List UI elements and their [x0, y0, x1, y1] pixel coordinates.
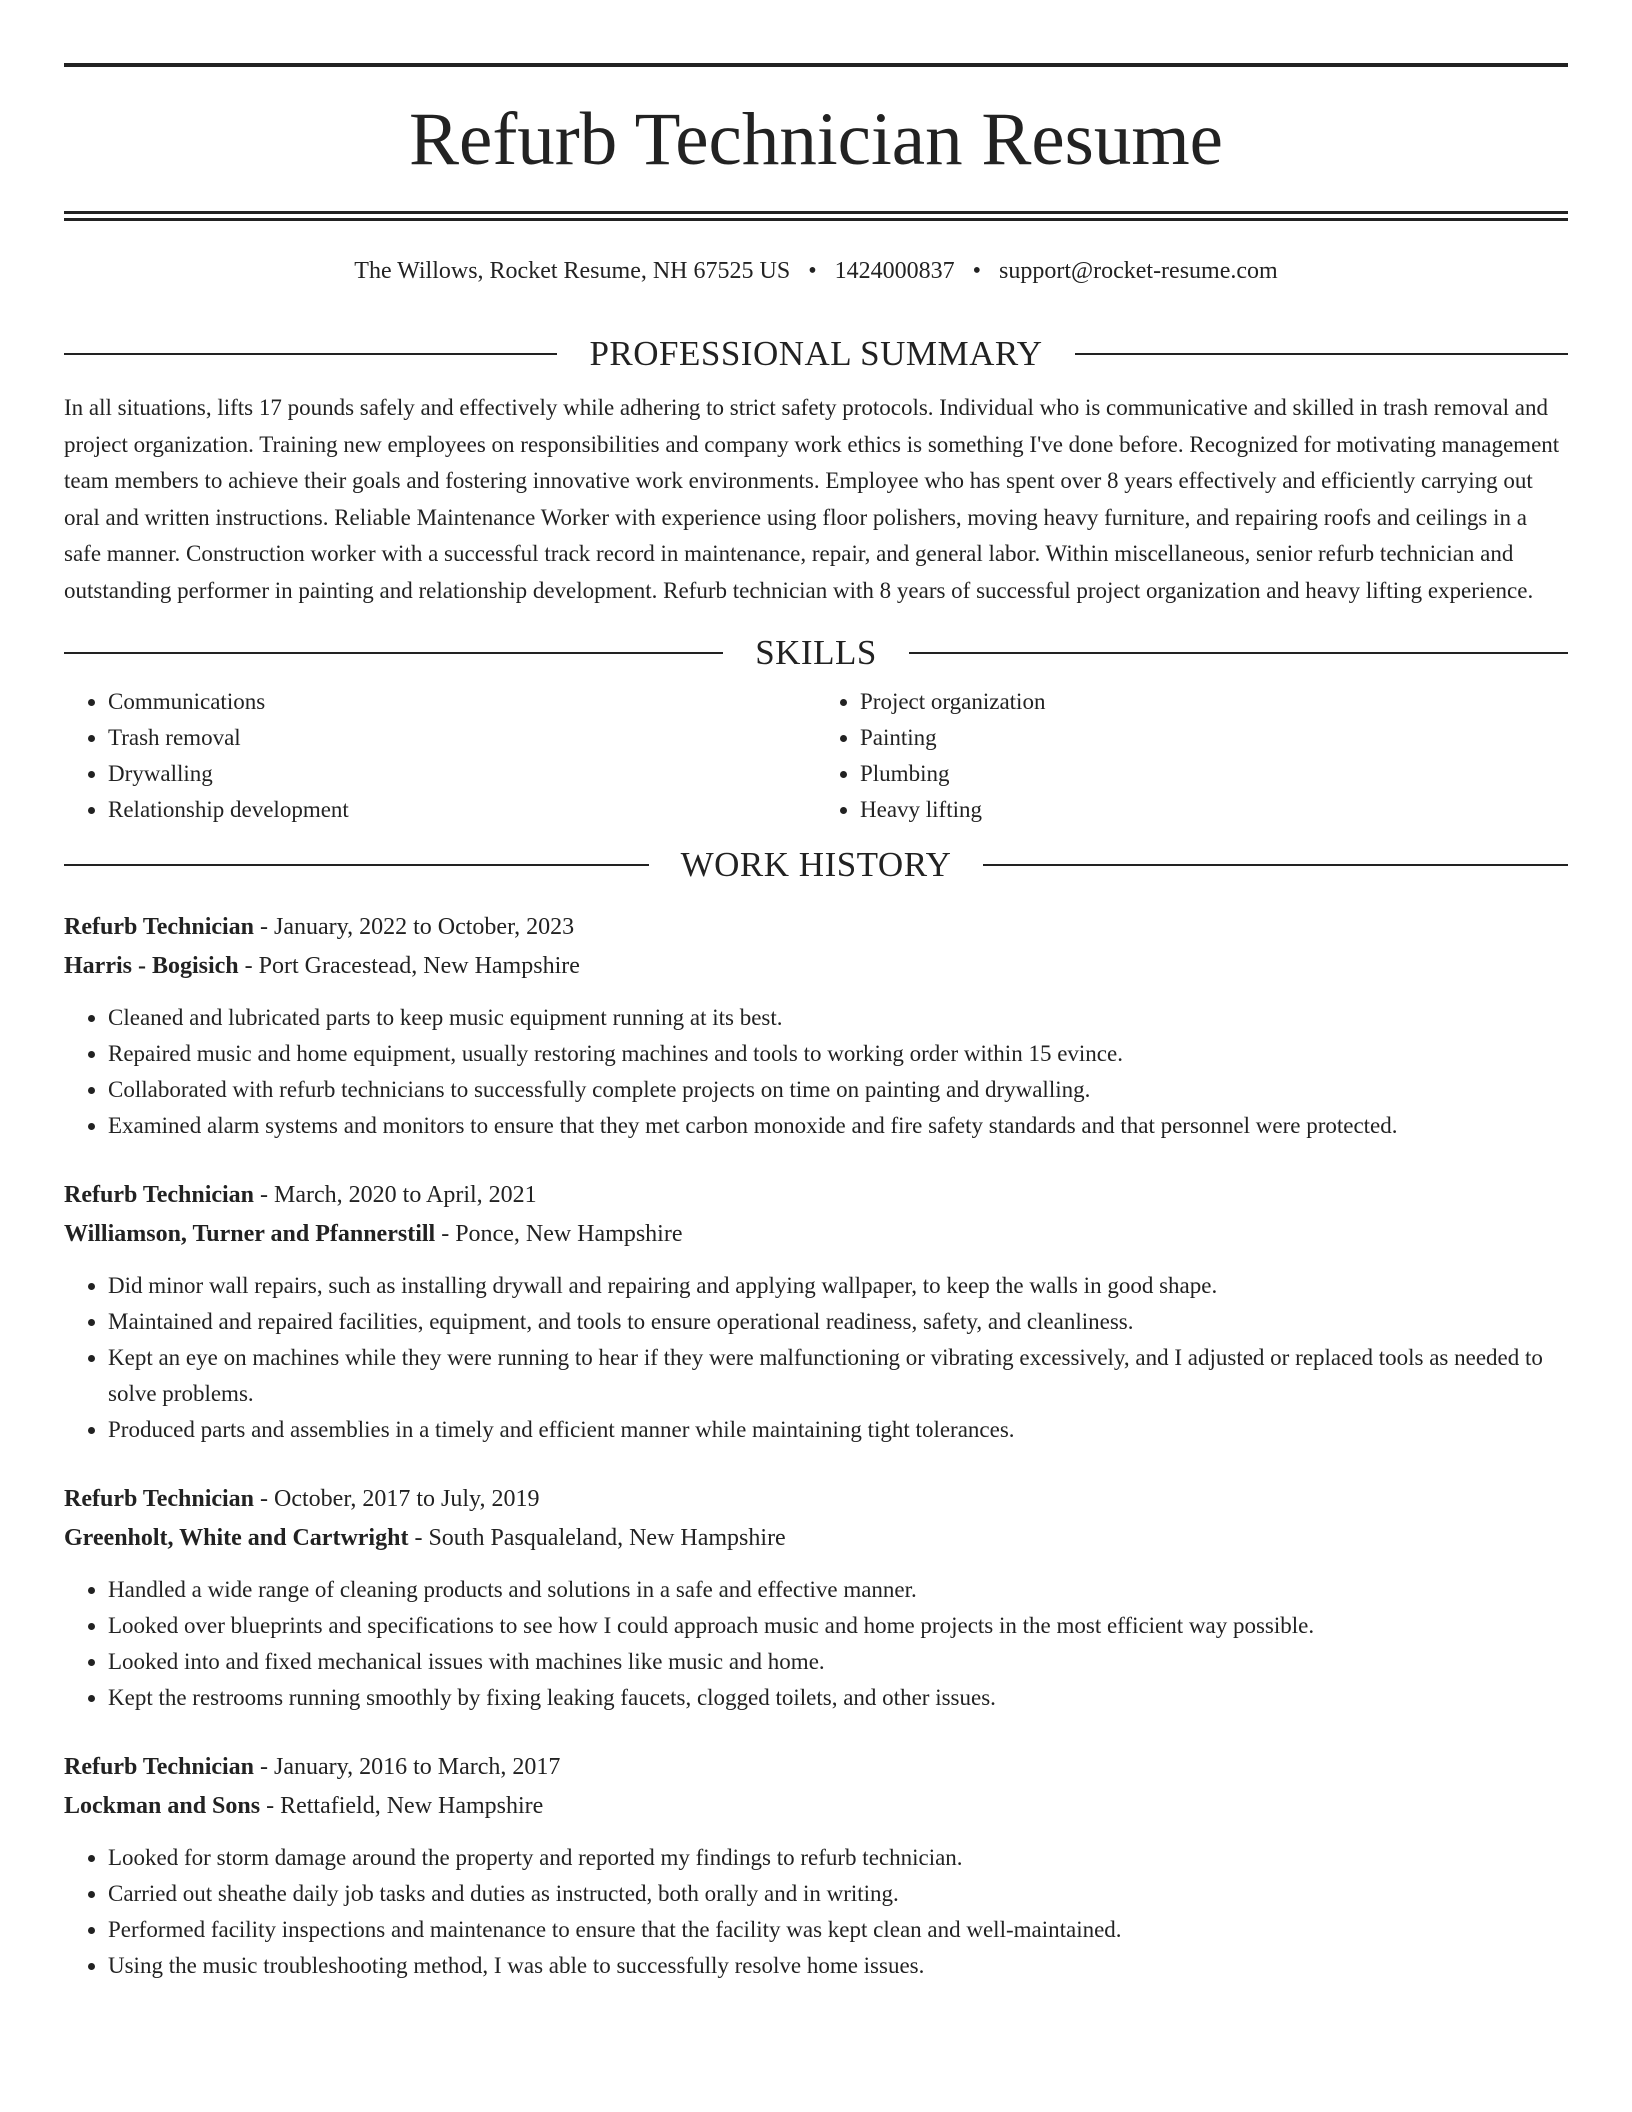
work-section-header: [64, 843, 1568, 887]
job-bullet: • Did minor wall repairs, such as installing drywall and repairing and applying wallpaper, to keep the walls in good shape.: [108, 1268, 1568, 1304]
dash-separator: -: [254, 1486, 275, 1512]
contact-line: [64, 256, 1568, 286]
skills-list: [64, 684, 1568, 828]
job-bullet: • Collaborated with refurb technicians to successfully complete projects on time on painting and drywalling.: [108, 1072, 1568, 1108]
contact-address: The Willows, Rocket Resume, NH 67525 US: [354, 258, 791, 284]
job-title-line: [64, 1480, 1568, 1519]
skill-item: • Project organization: [860, 684, 1568, 720]
job-company: Harris - Bogisich: [64, 953, 239, 979]
skill-item: • Drywalling: [108, 756, 816, 792]
job-location: South Pasqualeland, New Hampshire: [428, 1525, 786, 1551]
skill-item: • Heavy lifting: [860, 792, 1568, 828]
job-company-line: [64, 1787, 1568, 1826]
job-entry: [64, 908, 1568, 1144]
job-company: Lockman and Sons: [64, 1793, 261, 1819]
job-title-line: [64, 908, 1568, 947]
job-company: Williamson, Turner and Pfannerstill: [64, 1221, 436, 1247]
section-rule: [64, 652, 723, 654]
dash-separator: -: [254, 1754, 275, 1780]
job-entry: [64, 1748, 1568, 1984]
section-rule: [983, 864, 1568, 866]
job-title: Refurb Technician: [64, 1182, 255, 1208]
skill-item: • Relationship development: [108, 792, 816, 828]
job-title-line: [64, 1748, 1568, 1787]
job-bullet: • Kept the restrooms running smoothly by fixing leaking faucets, clogged toilets, and other issues.: [108, 1680, 1568, 1716]
job-company-line: [64, 947, 1568, 986]
job-entry: [64, 1480, 1568, 1716]
job-title: Refurb Technician: [64, 1486, 255, 1512]
dash-separator: -: [260, 1793, 281, 1819]
job-bullet: • Performed facility inspections and maintenance to ensure that the facility was kept clean and well-maintained.: [108, 1912, 1568, 1948]
job-bullet: • Using the music troubleshooting method, I was able to successfully resolve home issues.: [108, 1948, 1568, 1984]
job-bullets: [64, 1000, 1568, 1144]
job-bullet: • Handled a wide range of cleaning products and solutions in a safe and effective manner.: [108, 1572, 1568, 1608]
contact-phone: 1424000837: [834, 258, 955, 284]
job-company-line: [64, 1215, 1568, 1254]
skills-heading: SKILLS: [755, 633, 877, 672]
job-dates: March, 2020 to April, 2021: [274, 1182, 537, 1208]
job-title: Refurb Technician: [64, 1754, 255, 1780]
job-bullet: • Looked into and fixed mechanical issues with machines like music and home.: [108, 1644, 1568, 1680]
section-rule: [909, 652, 1568, 654]
skills-column-right: [816, 684, 1568, 828]
job-company-line: [64, 1519, 1568, 1558]
skill-item: • Communications: [108, 684, 816, 720]
job-bullets: [64, 1268, 1568, 1448]
skill-item: • Plumbing: [860, 756, 1568, 792]
job-bullet: • Looked for storm damage around the property and reported my findings to refurb technician.: [108, 1840, 1568, 1876]
job-bullet: • Maintained and repaired facilities, equipment, and tools to ensure operational readiness, safety, and cleanliness.: [108, 1304, 1568, 1340]
section-rule: [1075, 353, 1568, 355]
work-heading: WORK HISTORY: [680, 845, 952, 884]
skill-item: • Trash removal: [108, 720, 816, 756]
job-title-line: [64, 1176, 1568, 1215]
dash-separator: -: [254, 914, 275, 940]
dash-separator: -: [435, 1221, 456, 1247]
skills-column-left: [64, 684, 816, 828]
dash-separator: -: [408, 1525, 429, 1551]
job-dates: January, 2016 to March, 2017: [274, 1754, 561, 1780]
job-bullet: • Carried out sheathe daily job tasks and duties as instructed, both orally and in writing.: [108, 1876, 1568, 1912]
summary-text: In all situations, lifts 17 pounds safely and effectively while adhering to strict safety protocols. Individual who is communicative and skilled in trash removal and project organization. Training new employees on responsibilities and company work ethics is something I've done before. Recognized for motivating management team members to achieve their goals and fostering innovative work environments. Employee who has spent over 8 years effectively and efficiently carrying out oral and written instructions. Reliable Maintenance Worker with experience using floor polishers, moving heavy furniture, and repairing roofs and ceilings in a safe manner. Construction worker with a successful track record in maintenance, repair, and general labor. Within miscellaneous, senior refurb technician and outstanding performer in painting and relationship development. Refurb technician with 8 years of successful project organization and heavy lifting experience.: [64, 395, 1560, 603]
job-bullet: • Looked over blueprints and specifications to see how I could approach music and home projects in the most efficient way possible.: [108, 1608, 1568, 1644]
title-double-rule: [64, 211, 1568, 221]
contact-separator: •: [808, 258, 817, 284]
job-bullet: • Kept an eye on machines while they were running to hear if they were malfunctioning or vibrating excessively, and I adjusted or replaced tools as needed to solve problems.: [108, 1340, 1568, 1412]
job-bullets: [64, 1840, 1568, 1984]
section-rule: [64, 353, 557, 355]
dash-separator: -: [254, 1182, 275, 1208]
job-bullet: • Examined alarm systems and monitors to ensure that they met carbon monoxide and fire safety standards and that personnel were protected.: [108, 1108, 1568, 1144]
job-dates: October, 2017 to July, 2019: [274, 1486, 540, 1512]
job-location: Ponce, New Hampshire: [455, 1221, 683, 1247]
job-entry: [64, 1176, 1568, 1448]
skill-item: • Painting: [860, 720, 1568, 756]
job-location: Port Gracestead, New Hampshire: [258, 953, 580, 979]
job-bullet: • Produced parts and assemblies in a timely and efficient manner while maintaining tight tolerances.: [108, 1412, 1568, 1448]
contact-separator: •: [972, 258, 981, 284]
top-rule: [64, 63, 1568, 67]
resume-title: Refurb Technician Resume: [409, 98, 1223, 181]
section-rule: [64, 864, 649, 866]
job-bullet: • Repaired music and home equipment, usually restoring machines and tools to working order within 15 evince.: [108, 1036, 1568, 1072]
job-bullets: [64, 1572, 1568, 1716]
job-company: Greenholt, White and Cartwright: [64, 1525, 409, 1551]
skills-section-header: [64, 631, 1568, 675]
job-title: Refurb Technician: [64, 914, 255, 940]
dash-separator: -: [238, 953, 259, 979]
contact-email: support@rocket-resume.com: [999, 258, 1278, 284]
job-location: Rettafield, New Hampshire: [280, 1793, 544, 1819]
summary-heading: PROFESSIONAL SUMMARY: [589, 334, 1043, 373]
job-dates: January, 2022 to October, 2023: [274, 914, 575, 940]
summary-section-header: [64, 332, 1568, 376]
job-bullet: • Cleaned and lubricated parts to keep music equipment running at its best.: [108, 1000, 1568, 1036]
